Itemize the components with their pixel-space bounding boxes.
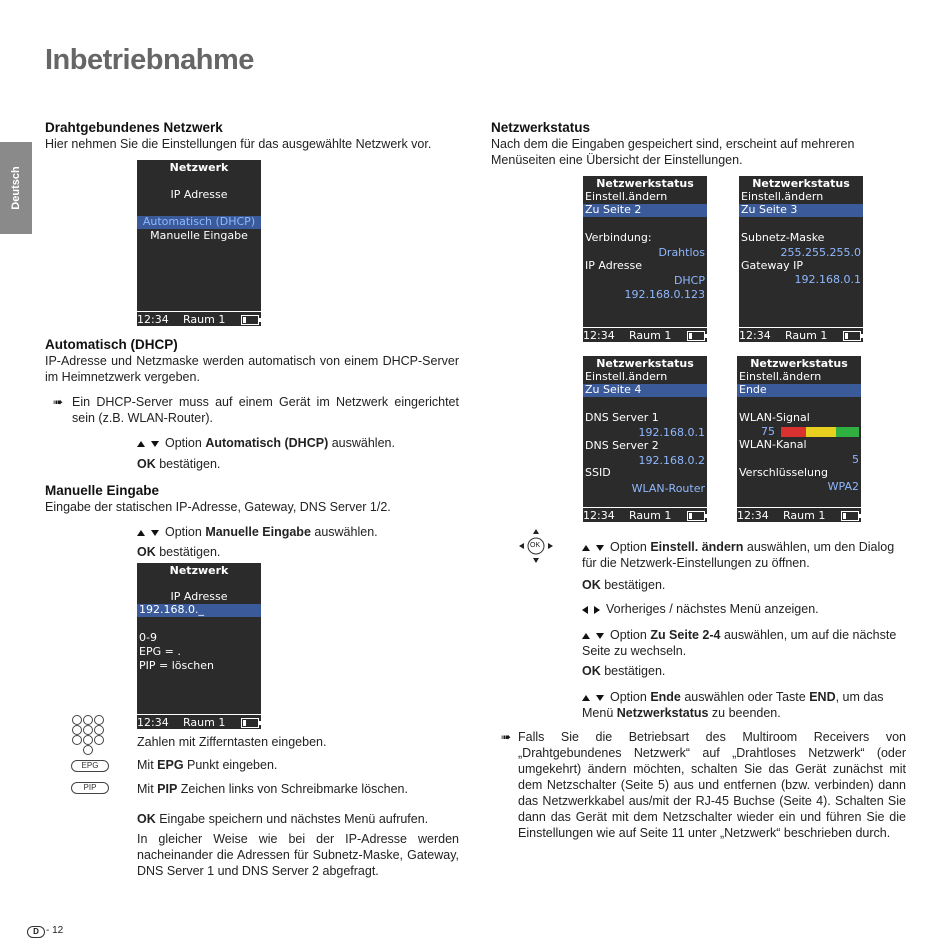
hint-digits: 0-9 xyxy=(139,631,157,644)
battery-icon xyxy=(843,331,861,341)
manual-heading: Manuelle Eingabe xyxy=(45,483,160,498)
dhcp-note: Ein DHCP-Server muss auf einem Gerät im Netzwerk eingerichtet sein (z.B. WLAN-Router). xyxy=(72,395,459,425)
step-ok-2: OK bestätigen. xyxy=(582,664,666,678)
status-bar xyxy=(137,714,261,729)
screen-title: Netzwerkstatus xyxy=(596,357,694,370)
status-bar xyxy=(583,327,707,342)
signal-segment-red xyxy=(781,427,806,437)
signal-segment-green xyxy=(836,427,859,437)
room-label: Raum 1 xyxy=(183,313,226,326)
encryption-label: Verschlüsselung xyxy=(739,466,828,479)
encryption-value: WPA2 xyxy=(827,480,859,493)
page-title: Inbetriebnahme xyxy=(45,44,254,76)
change-settings-item[interactable]: Einstell.ändern xyxy=(585,190,668,203)
manual-ok: OK bestätigen. xyxy=(137,545,221,559)
clock: 12:34 xyxy=(583,329,615,342)
wlan-channel-value: 5 xyxy=(852,453,859,466)
screen-title: Netzwerk xyxy=(169,564,229,577)
signal-strength-bar xyxy=(781,427,859,437)
pip-key-icon: PIP xyxy=(71,782,109,794)
clock: 12:34 xyxy=(737,509,769,522)
status-screen-page1 xyxy=(583,176,707,342)
gateway-label: Gateway IP xyxy=(741,259,803,272)
down-arrow-icon xyxy=(151,441,159,447)
down-arrow-icon xyxy=(151,530,159,536)
wlan-channel-label: WLAN-Kanal xyxy=(739,438,807,451)
status-text: Nach dem die Eingaben gespeichert sind, erscheint auf mehreren Menüseiten eine Übersicht der Einstellungen. xyxy=(491,137,855,167)
auto-heading: Automatisch (DHCP) xyxy=(45,337,178,352)
end-item[interactable]: Ende xyxy=(739,383,767,396)
right-arrow-icon xyxy=(594,606,600,614)
step-prev-next: Vorheriges / nächstes Menü anzeigen. xyxy=(582,601,819,617)
ip-input-field[interactable]: 192.168.0._ xyxy=(139,603,204,616)
gateway-value: 192.168.0.1 xyxy=(794,273,861,286)
connection-value: Drahtlos xyxy=(658,246,705,259)
epg-key-icon: EPG xyxy=(71,760,109,772)
status-screen-page3 xyxy=(583,356,707,522)
ip-mode-value: DHCP xyxy=(673,274,705,287)
nav-pad-icon xyxy=(518,528,554,564)
step-ok-1: OK bestätigen. xyxy=(582,578,666,592)
epg-text: Mit EPG Punkt eingeben. xyxy=(137,758,278,772)
status-bar xyxy=(739,327,863,342)
battery-icon xyxy=(241,718,259,728)
status-bar xyxy=(583,507,707,522)
goto-page-item[interactable]: Zu Seite 4 xyxy=(585,383,642,396)
screen-title: Netzwerkstatus xyxy=(752,177,850,190)
wired-text: Hier nehmen Sie die Einstellungen für das ausgewählte Netzwerk vor. xyxy=(45,137,432,151)
hint-pip: PIP = löschen xyxy=(139,659,214,672)
subnet-value: 255.255.255.0 xyxy=(780,246,861,259)
screen-ip-label: IP Adresse xyxy=(170,188,228,201)
status-heading: Netzwerkstatus xyxy=(491,120,591,135)
dns1-label: DNS Server 1 xyxy=(585,411,659,424)
manual-step: Option Manuelle Eingabe auswählen. xyxy=(137,524,378,540)
ssid-value: WLAN-Router xyxy=(631,482,705,495)
screen-title: Netzwerkstatus xyxy=(596,177,694,190)
clock: 12:34 xyxy=(137,313,169,326)
screen-title: Netzwerkstatus xyxy=(750,357,848,370)
change-settings-item[interactable]: Einstell.ändern xyxy=(741,190,824,203)
language-label: Deutsch xyxy=(10,166,22,210)
dns2-value: 192.168.0.2 xyxy=(638,454,705,467)
down-arrow-icon xyxy=(596,633,604,639)
status-screen-page2 xyxy=(739,176,863,342)
step-goto-page: Option Zu Seite 2-4 auswählen, um auf die nächste Seite zu wechseln. xyxy=(582,628,897,658)
ip-label: IP Adresse xyxy=(585,259,642,272)
down-arrow-icon xyxy=(596,545,604,551)
change-settings-item[interactable]: Einstell.ändern xyxy=(585,370,668,383)
status-bar xyxy=(737,507,861,522)
digits-text: Zahlen mit Zifferntasten eingeben. xyxy=(137,735,327,749)
step-change-settings: Option Einstell. ändern auswählen, um den Dialog für die Netzwerk-Einstellungen zu öffnen. xyxy=(582,540,895,570)
auto-text: IP-Adresse und Netzmaske werden automatisch von einem DHCP-Server im Heimnetzwerk vergeben. xyxy=(45,354,459,384)
pip-text: Mit PIP Zeichen links von Schreibmarke löschen. xyxy=(137,782,408,796)
room-label: Raum 1 xyxy=(629,509,672,522)
arrow-right-icon: ➠ xyxy=(53,395,64,409)
option-manual[interactable]: Manuelle Eingabe xyxy=(150,229,248,242)
page-number: - 12 xyxy=(46,925,64,936)
step-end: Option Ende auswählen oder Taste END, um das Menü Netzwerkstatus zu beenden. xyxy=(582,690,884,720)
screen-title: Netzwerk xyxy=(169,161,229,174)
dns2-label: DNS Server 2 xyxy=(585,439,659,452)
sequence-text: In gleicher Weise wie bei der IP-Adresse werden nacheinander die Adressen für Subnetz-Maske, Gateway, DNS Server 1 und DNS Server 2 abgefragt. xyxy=(137,832,459,878)
up-arrow-icon xyxy=(137,530,145,536)
battery-icon xyxy=(841,511,859,521)
up-arrow-icon xyxy=(137,441,145,447)
signal-segment-yellow xyxy=(806,427,836,437)
ip-value: 192.168.0.123 xyxy=(624,288,705,301)
clock: 12:34 xyxy=(583,509,615,522)
room-label: Raum 1 xyxy=(785,329,828,342)
up-arrow-icon xyxy=(582,633,590,639)
down-arrow-icon xyxy=(596,695,604,701)
option-auto-dhcp[interactable]: Automatisch (DHCP) xyxy=(142,215,256,228)
goto-page-item[interactable]: Zu Seite 2 xyxy=(585,203,642,216)
dns1-value: 192.168.0.1 xyxy=(638,426,705,439)
status-bar xyxy=(137,311,261,326)
status-screen-page4 xyxy=(737,356,861,522)
language-badge: D xyxy=(27,926,45,938)
room-label: Raum 1 xyxy=(183,716,226,729)
network-menu-screen xyxy=(137,160,261,326)
room-label: Raum 1 xyxy=(629,329,672,342)
ok-icon-label: OK xyxy=(530,542,541,549)
arrow-right-icon: ➠ xyxy=(501,730,512,744)
language-tab xyxy=(0,142,32,234)
goto-page-item[interactable]: Zu Seite 3 xyxy=(741,203,798,216)
mode-change-note: Falls Sie die Betriebsart des Multiroom Receivers von „Drahtgebundenes Netzwerk“ auf „Drahtloses Netzwerk“ (oder umgekehrt) ändern möchten, schalten Sie das Gerät zunächst mit dem Netzschalter (Seite 5) aus und entfernen (bzw. verbinden) dann das Netzwerkkabel aus/mit der RJ-45 Buchse (Seite 4). Schalten Sie dann das Gerät mit dem Netzschalter wieder ein und führen Sie die Einstellungen wie auf Seite 11 unter „Netzwerk“ beschrieben durch. xyxy=(518,730,906,840)
left-arrow-icon xyxy=(582,606,588,614)
auto-step: Option Automatisch (DHCP) auswählen. xyxy=(137,435,395,451)
screen-ip-label: IP Adresse xyxy=(170,590,228,603)
hint-epg: EPG = . xyxy=(139,645,181,658)
clock: 12:34 xyxy=(137,716,169,729)
wlan-signal-label: WLAN-Signal xyxy=(739,411,810,424)
ip-input-screen xyxy=(137,563,261,729)
manual-text: Eingabe der statischen IP-Adresse, Gateway, DNS Server 1/2. xyxy=(45,500,391,514)
up-arrow-icon xyxy=(582,695,590,701)
battery-icon xyxy=(241,315,259,325)
clock: 12:34 xyxy=(739,329,771,342)
room-label: Raum 1 xyxy=(783,509,826,522)
battery-icon xyxy=(687,331,705,341)
wlan-signal-value: 75 xyxy=(761,425,775,438)
change-settings-item[interactable]: Einstell.ändern xyxy=(739,370,822,383)
ssid-label: SSID xyxy=(585,466,611,479)
subnet-label: Subnetz-Maske xyxy=(741,231,825,244)
save-ok-text: OK Eingabe speichern und nächstes Menü aufrufen. xyxy=(137,812,429,826)
up-arrow-icon xyxy=(582,545,590,551)
auto-ok: OK bestätigen. xyxy=(137,457,221,471)
number-keypad-icon xyxy=(72,715,108,757)
connection-label: Verbindung: xyxy=(585,231,652,244)
wired-heading: Drahtgebundenes Netzwerk xyxy=(45,120,223,135)
battery-icon xyxy=(687,511,705,521)
